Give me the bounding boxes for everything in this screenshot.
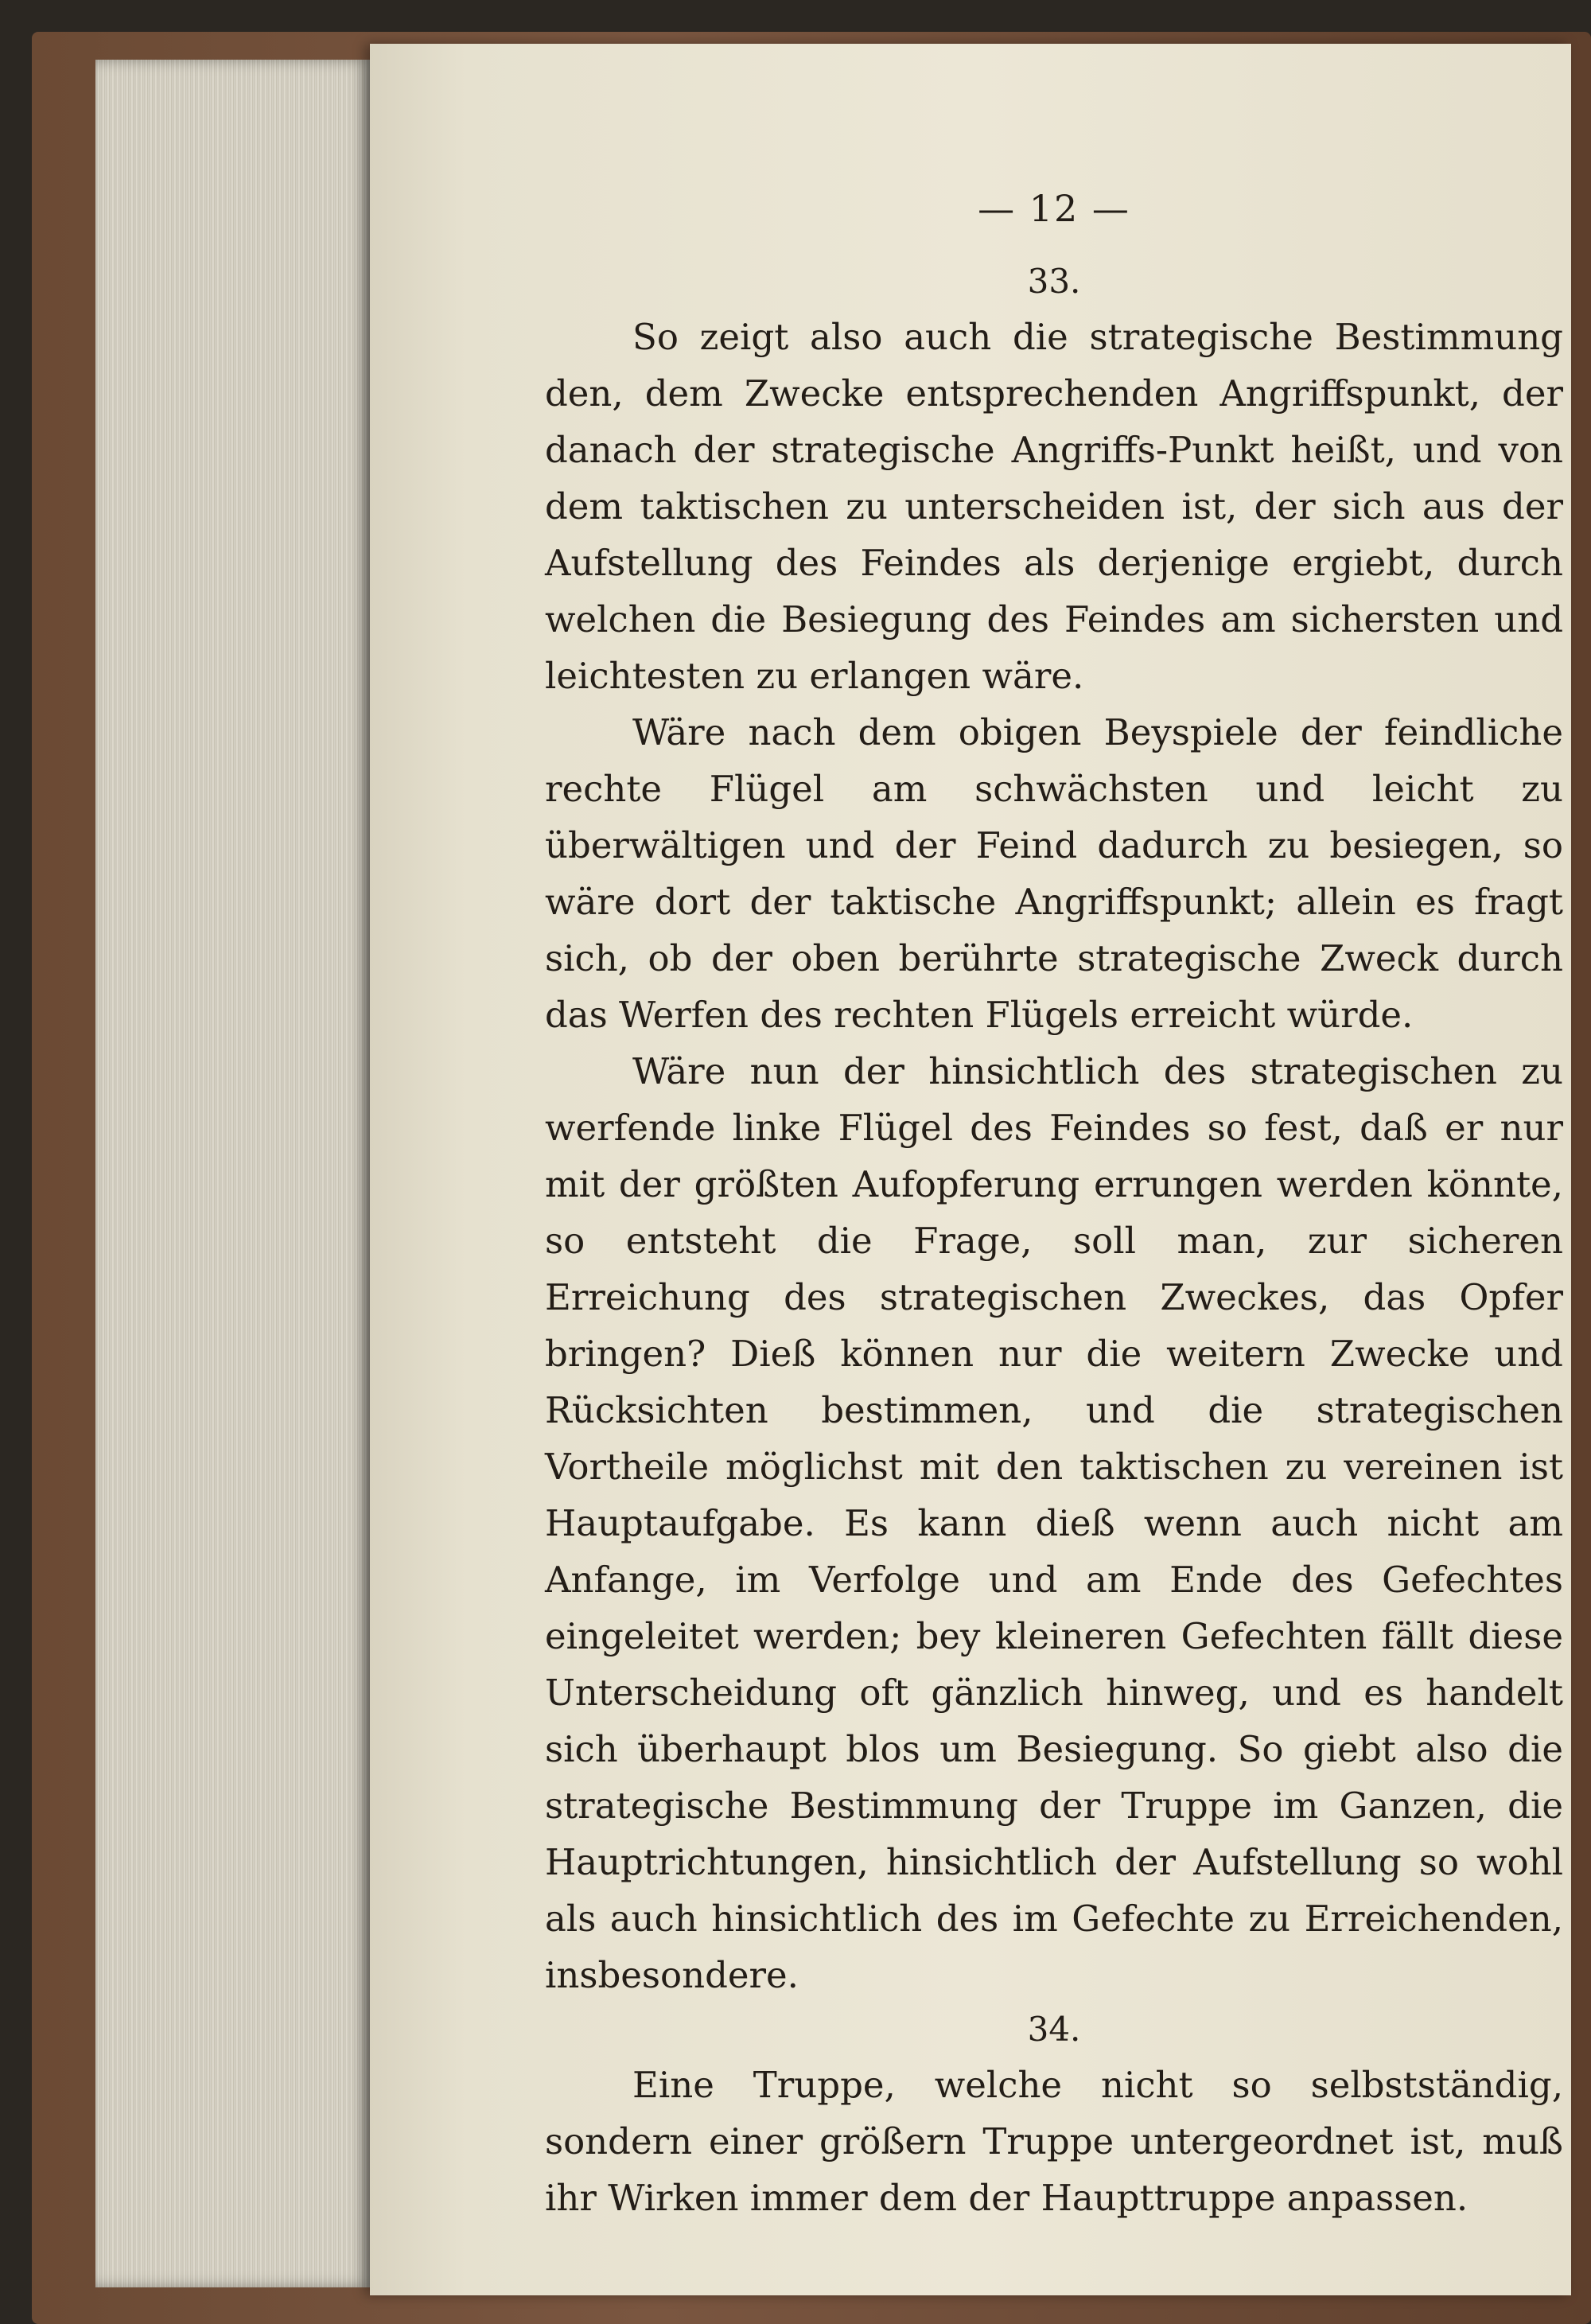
paragraph: Eine Truppe, welche nicht so selbstständig, sondern einer größern Truppe untergeordnet ist, muß ihr Wirken immer dem der Haupttruppe anpassen. xyxy=(545,2064,1563,2219)
book-page xyxy=(370,44,1571,2295)
section-number: 34. xyxy=(1027,2010,1081,2049)
paragraph: So zeigt also auch die strategische Bestimmung den, dem Zwecke entsprechenden Angriffspunkt, der danach der strategische Angriffs-Punkt heißt, und von dem taktischen zu unterscheiden ist, der sich aus der Aufstellung des Feindes als derjenige ergiebt, durch welchen die Besiegung des Feindes am sichersten und leichtesten zu erlangen wäre. xyxy=(545,316,1563,697)
page-text xyxy=(545,187,1563,2226)
page-edges xyxy=(95,60,370,2287)
paragraph: Wäre nach dem obigen Beyspiele der feindliche rechte Flügel am schwächsten und leicht zu überwältigen und der Feind dadurch zu besiegen, so wäre dort der taktische Angriffspunkt; allein es fragt sich, ob der oben berührte strategische Zweck durch das Werfen des rechten Flügels erreicht würde. xyxy=(545,711,1563,1036)
page-number: — 12 — xyxy=(978,187,1130,230)
paragraph: Wäre nun der hinsichtlich des strategischen zu werfende linke Flügel des Feindes so fest, daß er nur mit der größten Aufopferung errungen werden könnte, so entsteht die Frage, soll man, zur sicheren Erreichung des strategischen Zweckes, das Opfer bringen? Dieß können nur die weitern Zwecke und Rücksichten bestimmen, und die strategischen Vortheile möglichst mit den taktischen zu vereinen ist Hauptaufgabe. Es kann dieß wenn auch nicht am Anfange, im Verfolge und am Ende des Gefechtes eingeleitet werden; bey kleineren Gefechten fällt diese Unterscheidung oft gänzlich hinweg, und es handelt sich überhaupt blos um Besiegung. So giebt also die strategische Bestimmung der Truppe im Ganzen, die Hauptrichtungen, hinsichtlich der Aufstellung so wohl als auch hinsichtlich des im Gefechte zu Erreichenden, insbesondere. xyxy=(545,1050,1563,1996)
section-number: 33. xyxy=(1027,262,1081,301)
